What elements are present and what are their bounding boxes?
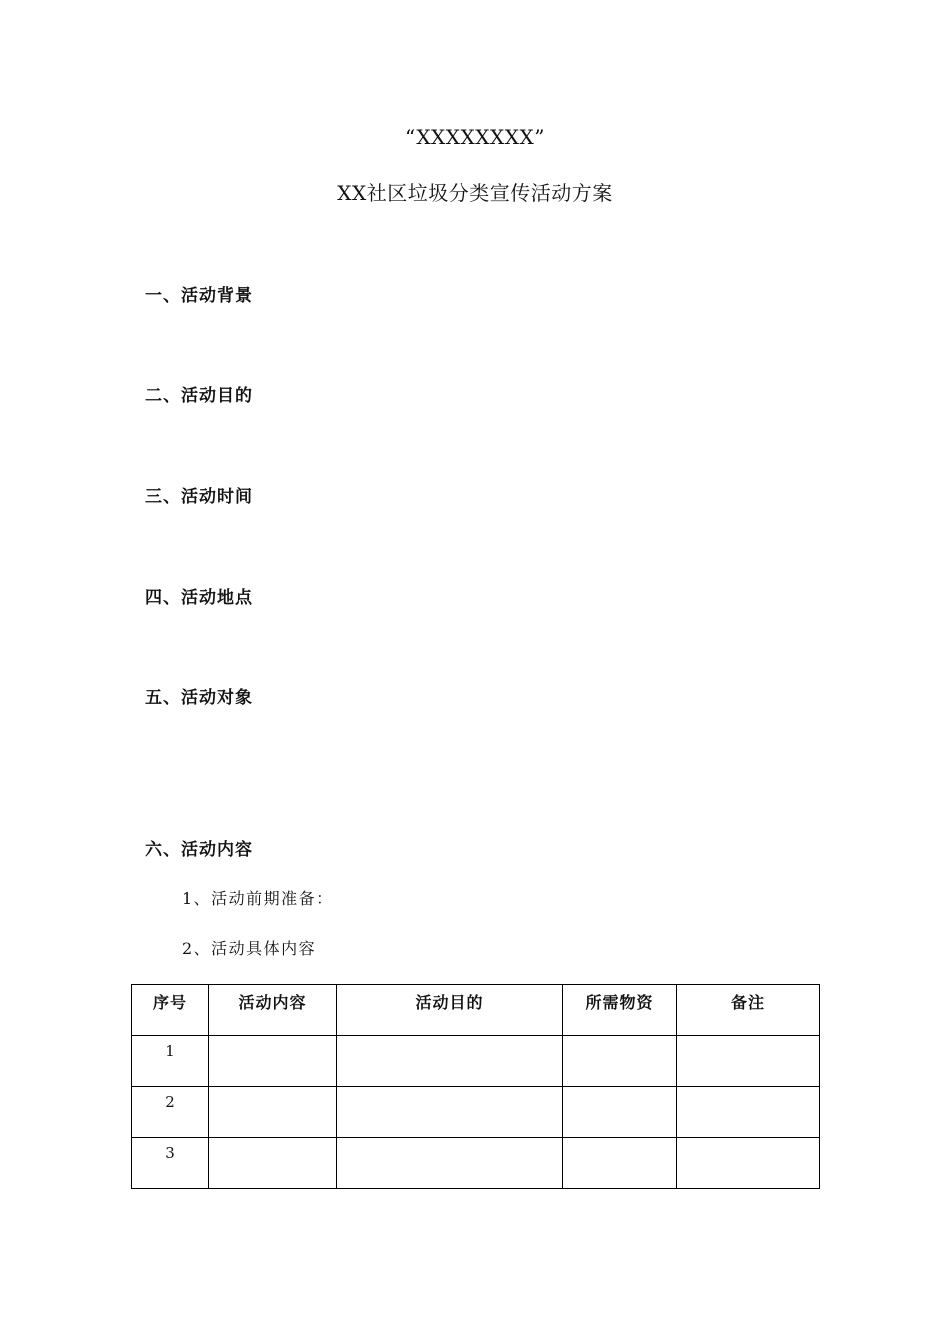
table-header-cell (677, 985, 820, 1036)
table-cell (563, 1138, 677, 1189)
table-cell-index (132, 1087, 209, 1138)
table-header-cell (563, 985, 677, 1036)
row-index: 2 (165, 1093, 175, 1111)
table-cell (677, 1087, 820, 1138)
row-index: 3 (165, 1144, 175, 1162)
table-cell (677, 1138, 820, 1189)
table-header-cell (132, 985, 209, 1036)
table-cell (337, 1138, 563, 1189)
section-heading-audience: 五、活动对象 (145, 688, 253, 708)
activity-plan-table (131, 984, 820, 1189)
table-cell (677, 1036, 820, 1087)
section-heading-background: 一、活动背景 (145, 286, 253, 306)
header-notes-label: 备注 (730, 993, 765, 1012)
row-index: 1 (165, 1042, 175, 1060)
table-cell (337, 1036, 563, 1087)
section-heading-purpose: 二、活动目的 (145, 386, 253, 406)
header-content-label: 活动内容 (238, 993, 307, 1012)
section-heading-content: 六、活动内容 (145, 840, 253, 860)
table-row (132, 1036, 820, 1087)
table-header-row (132, 985, 820, 1036)
table-header-cell (337, 985, 563, 1036)
table-cell (563, 1087, 677, 1138)
header-materials-label: 所需物资 (585, 993, 654, 1012)
document-title-quote: “XXXXXXXX” (405, 125, 545, 149)
table-cell-index (132, 1036, 209, 1087)
table-header-cell (209, 985, 337, 1036)
header-purpose-label: 活动目的 (415, 993, 484, 1012)
section-heading-time: 三、活动时间 (145, 487, 253, 507)
content-item-details: 2、活动具体内容 (182, 939, 317, 958)
section-heading-location: 四、活动地点 (145, 588, 253, 608)
table-cell (209, 1138, 337, 1189)
table-cell (209, 1087, 337, 1138)
table-cell (563, 1036, 677, 1087)
table-cell-index (132, 1138, 209, 1189)
document-title: XX社区垃圾分类宣传活动方案 (337, 181, 613, 205)
table-row (132, 1138, 820, 1189)
table-cell (209, 1036, 337, 1087)
table-row (132, 1087, 820, 1138)
header-index-label: 序号 (152, 993, 187, 1012)
table-cell (337, 1087, 563, 1138)
content-item-preparation: 1、活动前期准备： (182, 889, 334, 908)
